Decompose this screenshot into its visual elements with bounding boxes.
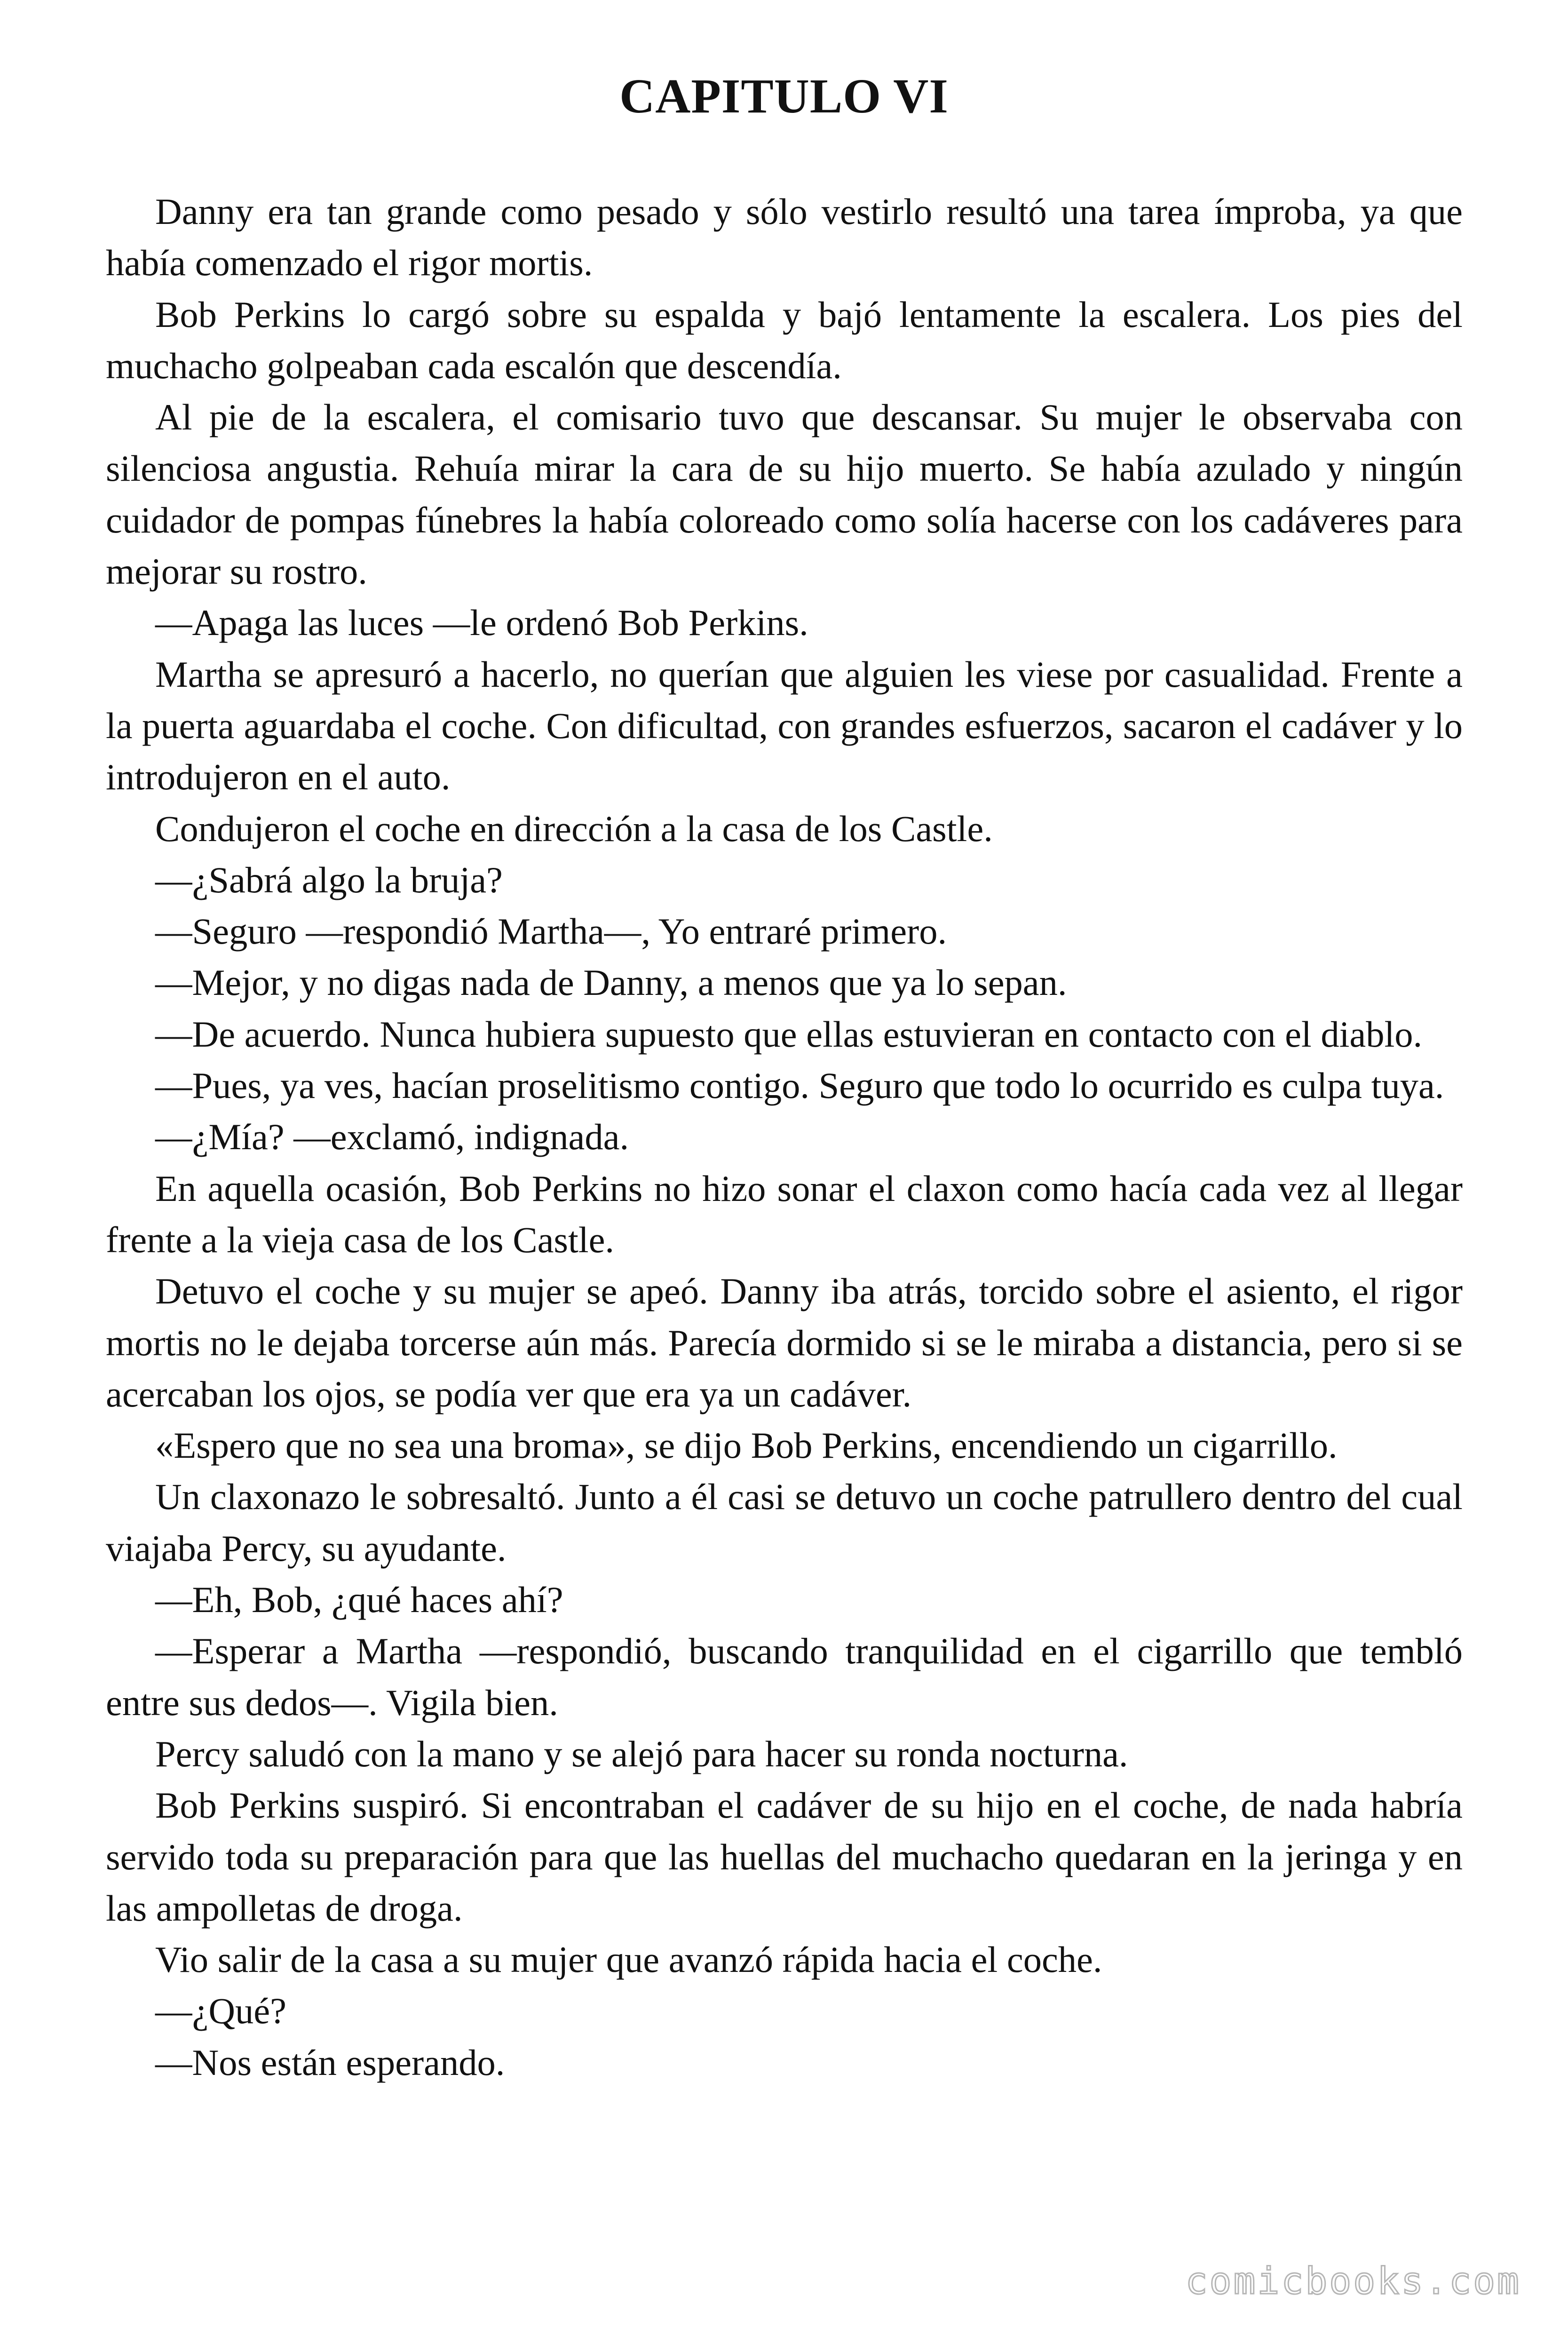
paragraph: —Seguro —respondió Martha—, Yo entraré primero. [155,911,947,952]
paragraph: Al pie de la escalera, el comisario tuvo que descansar. Su mujer le observaba con silenciosa angustia. Rehuía mirar la cara de su hijo muerto. Se había azulado y ningún cuidador de pompas fúnebres la había coloreado como solía hacerse con los cadáveres para mejorar su rostro. [106,397,1463,592]
paragraph: —Pues, ya ves, hacían proselitismo contigo. Seguro que todo lo ocurrido es culpa tuya. [155,1065,1444,1106]
paragraph: Percy saludó con la mano y se alejó para hacer su ronda nocturna. [155,1733,1128,1774]
paragraph: En aquella ocasión, Bob Perkins no hizo sonar el claxon como hacía cada vez al llegar frente a la vieja casa de los Castle. [106,1168,1463,1260]
paragraph: Un claxonazo le sobresaltó. Junto a él casi se detuvo un coche patrullero dentro del cual viajaba Percy, su ayudante. [106,1476,1463,1569]
chapter-title: CAPITULO VI [619,69,949,123]
paragraph: —¿Sabrá algo la bruja? [155,859,503,900]
chapter-text [106,186,1463,2088]
paragraph: —¿Qué? [155,1990,286,2032]
watermark: comicbooks.com [1185,2260,1521,2303]
paragraph: Bob Perkins lo cargó sobre su espalda y bajó lentamente la escalera. Los pies del muchacho golpeaban cada escalón que descendía. [106,294,1463,386]
paragraph: Danny era tan grande como pesado y sólo vestirlo resultó una tarea ímproba, ya que había comenzado el rigor mortis. [106,191,1463,284]
paragraph: —Nos están esperando. [155,2042,505,2083]
paragraph: Martha se apresuró a hacerlo, no querían que alguien les viese por casualidad. Frente a la puerta aguardaba el coche. Con dificultad, con grandes esfuerzos, sacaron el cadáver y lo introdujeron en el auto. [106,653,1463,798]
paragraph: —Apaga las luces —le ordenó Bob Perkins. [155,602,808,644]
paragraph: Bob Perkins suspiró. Si encontraban el cadáver de su hijo en el coche, de nada habría servido toda su preparación para que las huellas del muchacho quedaran en la jeringa y en las ampolletas de droga. [106,1785,1463,1929]
paragraph: Condujeron el coche en dirección a la casa de los Castle. [155,808,993,849]
paragraph: —De acuerdo. Nunca hubiera supuesto que ellas estuvieran en contacto con el diablo. [155,1013,1423,1055]
paragraph: —Eh, Bob, ¿qué haces ahí? [155,1579,563,1621]
paragraph: —¿Mía? —exclamó, indignada. [155,1116,629,1158]
paragraph: Detuvo el coche y su mujer se apeó. Danny iba atrás, torcido sobre el asiento, el rigor mortis no le dejaba torcerse aún más. Parecía dormido si se le miraba a distancia, pero si se acercaban los ojos, se podía ver que era ya un cadáver. [106,1271,1463,1414]
paragraph: Vio salir de la casa a su mujer que avanzó rápida hacia el coche. [155,1939,1102,1980]
paragraph: —Mejor, y no digas nada de Danny, a menos que ya lo sepan. [155,962,1067,1003]
paragraph: «Espero que no sea una broma», se dijo Bob Perkins, encendiendo un cigarrillo. [155,1425,1338,1466]
paragraph: —Esperar a Martha —respondió, buscando tranquilidad en el cigarrillo que tembló entre sus dedos—. Vigila bien. [106,1630,1463,1723]
